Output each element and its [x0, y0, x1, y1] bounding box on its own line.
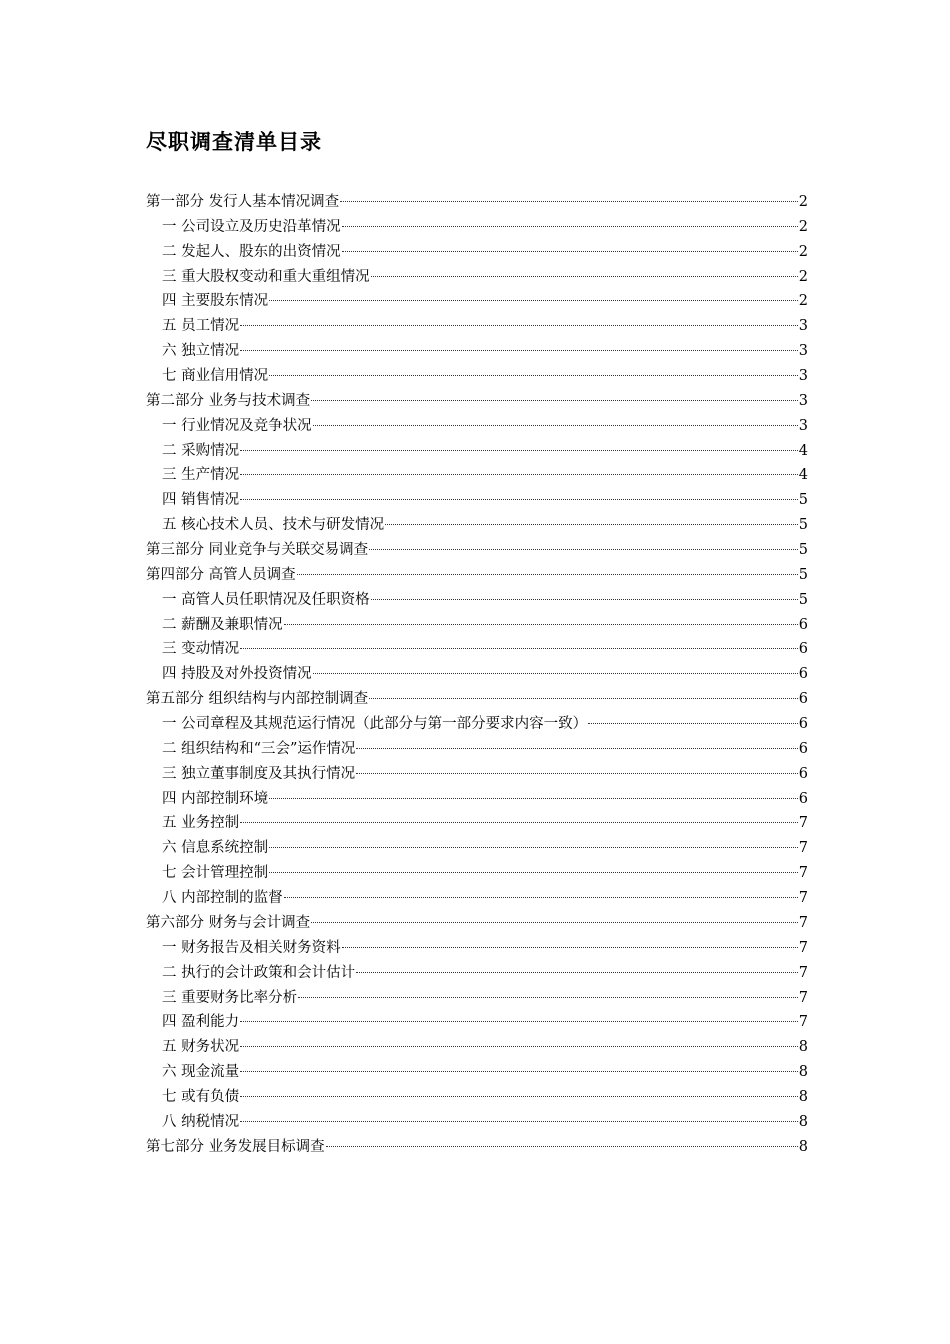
toc-page-number: 7: [798, 815, 808, 832]
toc-entry-title: 三 独立董事制度及其执行情况: [162, 765, 356, 782]
toc-section-entry[interactable]: [146, 687, 808, 712]
toc-page-number: 7: [798, 865, 808, 882]
toc-page-number: 7: [798, 890, 808, 907]
toc-page-number: 6: [798, 666, 808, 683]
toc-dot-leader: [240, 1096, 798, 1097]
toc-entry-title: 八 纳税情况: [162, 1113, 240, 1130]
toc-subsection-entry[interactable]: [146, 662, 808, 687]
toc-entry-title: 七 商业信用情况: [162, 368, 269, 385]
toc-page-number: 2: [798, 293, 808, 310]
toc-page-number: 5: [798, 542, 808, 559]
toc-entry-title: 八 内部控制的监督: [162, 890, 283, 907]
toc-page-number: 3: [798, 343, 808, 360]
toc-subsection-entry[interactable]: [146, 886, 808, 911]
toc-entry-title: 六 现金流量: [162, 1064, 240, 1081]
toc-subsection-entry[interactable]: [146, 215, 808, 240]
toc-page-number: 5: [798, 566, 808, 583]
toc-dot-leader: [269, 847, 798, 848]
toc-subsection-entry[interactable]: [146, 712, 808, 737]
toc-dot-leader: [311, 400, 798, 401]
toc-section-entry[interactable]: [146, 911, 808, 936]
page-title: 尽职调查清单目录: [146, 129, 322, 154]
toc-section-entry[interactable]: [146, 190, 808, 215]
toc-dot-leader: [371, 276, 798, 277]
toc-dot-leader: [369, 549, 798, 550]
toc-entry-title: 四 持股及对外投资情况: [162, 666, 312, 683]
toc-dot-leader: [269, 375, 798, 376]
toc-subsection-entry[interactable]: [146, 1060, 808, 1085]
toc-entry-title: 第五部分 组织结构与内部控制调查: [146, 691, 369, 708]
toc-page-number: 5: [798, 492, 808, 509]
table-of-contents: [146, 190, 808, 1160]
toc-entry-title: 四 销售情况: [162, 492, 240, 509]
toc-dot-leader: [240, 648, 798, 649]
toc-dot-leader: [269, 300, 798, 301]
toc-page-number: 5: [798, 517, 808, 534]
toc-dot-leader: [385, 524, 798, 525]
toc-page-number: 7: [798, 964, 808, 981]
toc-dot-leader: [588, 723, 798, 724]
toc-entry-title: 第二部分 业务与技术调查: [146, 392, 311, 409]
toc-section-entry[interactable]: [146, 389, 808, 414]
toc-entry-title: 五 业务控制: [162, 815, 240, 832]
toc-dot-leader: [342, 251, 798, 252]
toc-page-number: 2: [798, 194, 808, 210]
toc-page-number: 3: [798, 318, 808, 335]
toc-entry-title: 五 财务状况: [162, 1039, 240, 1056]
toc-dot-leader: [356, 748, 797, 749]
toc-dot-leader: [240, 325, 798, 326]
toc-section-entry[interactable]: [146, 538, 808, 563]
toc-entry-title: 二 发起人、股东的出资情况: [162, 243, 341, 260]
toc-section-entry[interactable]: [146, 563, 808, 588]
toc-page-number: 8: [798, 1039, 808, 1056]
toc-subsection-entry[interactable]: [146, 588, 808, 613]
toc-page-number: 6: [798, 765, 808, 782]
toc-dot-leader: [311, 922, 798, 923]
toc-subsection-entry[interactable]: [146, 936, 808, 961]
toc-entry-title: 二 薪酬及兼职情况: [162, 616, 283, 633]
toc-dot-leader: [326, 1146, 798, 1147]
toc-entry-title: 第六部分 财务与会计调查: [146, 914, 311, 931]
toc-dot-leader: [240, 1021, 798, 1022]
toc-dot-leader: [240, 822, 798, 823]
toc-dot-leader: [340, 201, 798, 202]
toc-entry-title: 五 核心技术人员、技术与研发情况: [162, 517, 385, 534]
toc-subsection-entry[interactable]: [146, 414, 808, 439]
toc-dot-leader: [240, 499, 798, 500]
toc-dot-leader: [240, 1121, 798, 1122]
toc-subsection-entry[interactable]: [146, 265, 808, 290]
toc-subsection-entry[interactable]: [146, 1035, 808, 1060]
toc-entry-title: 七 或有负债: [162, 1088, 240, 1105]
toc-dot-leader: [240, 350, 798, 351]
toc-subsection-entry[interactable]: [146, 314, 808, 339]
toc-subsection-entry[interactable]: [146, 339, 808, 364]
toc-subsection-entry[interactable]: [146, 289, 808, 314]
toc-page-number: 2: [798, 218, 808, 235]
toc-entry-title: 第三部分 同业竞争与关联交易调查: [146, 542, 369, 559]
toc-entry-title: 三 生产情况: [162, 467, 240, 484]
toc-page-number: 2: [798, 243, 808, 260]
toc-page-number: 7: [798, 939, 808, 956]
toc-entry-title: 一 高管人员任职情况及任职资格: [162, 591, 370, 608]
toc-entry-title: 六 独立情况: [162, 343, 240, 360]
toc-dot-leader: [313, 425, 798, 426]
toc-entry-title: 三 变动情况: [162, 641, 240, 658]
toc-entry-title: 七 会计管理控制: [162, 865, 269, 882]
toc-entry-title: 六 信息系统控制: [162, 840, 269, 857]
toc-page-number: 5: [798, 591, 808, 608]
toc-dot-leader: [369, 698, 798, 699]
toc-page-number: 8: [798, 1113, 808, 1130]
toc-entry-title: 一 公司章程及其规范运行情况（此部分与第一部分要求内容一致）: [162, 716, 588, 733]
toc-subsection-entry[interactable]: [146, 439, 808, 464]
toc-subsection-entry[interactable]: [146, 513, 808, 538]
toc-entry-title: 三 重大股权变动和重大重组情况: [162, 268, 370, 285]
toc-dot-leader: [284, 624, 798, 625]
toc-subsection-entry[interactable]: [146, 1085, 808, 1110]
toc-dot-leader: [240, 450, 798, 451]
toc-dot-leader: [342, 947, 798, 948]
toc-subsection-entry[interactable]: [146, 364, 808, 389]
toc-subsection-entry[interactable]: [146, 1010, 808, 1035]
toc-entry-title: 二 采购情况: [162, 442, 240, 459]
toc-dot-leader: [342, 226, 798, 227]
toc-entry-title: 二 组织结构和“三会”运作情况: [162, 740, 356, 757]
toc-page-number: 4: [798, 442, 808, 459]
toc-entry-title: 四 盈利能力: [162, 1014, 240, 1031]
toc-dot-leader: [356, 972, 798, 973]
toc-dot-leader: [313, 673, 798, 674]
toc-entry-title: 三 重要财务比率分析: [162, 989, 298, 1006]
toc-page-number: 6: [798, 641, 808, 658]
toc-page-number: 6: [798, 790, 808, 807]
toc-page-number: 8: [798, 1138, 808, 1155]
toc-subsection-entry[interactable]: [146, 861, 808, 886]
toc-entry-title: 一 公司设立及历史沿革情况: [162, 218, 341, 235]
toc-entry-title: 五 员工情况: [162, 318, 240, 335]
toc-entry-title: 第七部分 业务发展目标调查: [146, 1138, 325, 1155]
toc-dot-leader: [298, 997, 798, 998]
toc-page-number: 8: [798, 1088, 808, 1105]
toc-subsection-entry[interactable]: [146, 1110, 808, 1135]
toc-entry-title: 一 财务报告及相关财务资料: [162, 939, 341, 956]
toc-subsection-entry[interactable]: [146, 463, 808, 488]
toc-page-number: 7: [798, 1014, 808, 1031]
toc-dot-leader: [356, 773, 798, 774]
toc-subsection-entry[interactable]: [146, 637, 808, 662]
toc-page-number: 7: [798, 840, 808, 857]
toc-entry-title: 四 主要股东情况: [162, 293, 269, 310]
toc-page-number: 6: [798, 716, 808, 733]
toc-page-number: 7: [798, 914, 808, 931]
toc-dot-leader: [240, 1071, 798, 1072]
toc-subsection-entry[interactable]: [146, 762, 808, 787]
toc-page-number: 3: [798, 368, 808, 385]
toc-subsection-entry[interactable]: [146, 986, 808, 1011]
toc-entry-title: 一 行业情况及竞争状况: [162, 417, 312, 434]
toc-entry-title: 二 执行的会计政策和会计估计: [162, 964, 356, 981]
toc-subsection-entry[interactable]: [146, 961, 808, 986]
toc-subsection-entry[interactable]: [146, 787, 808, 812]
toc-page-number: 2: [798, 268, 808, 285]
toc-dot-leader: [297, 574, 798, 575]
toc-page-number: 6: [798, 740, 808, 757]
toc-subsection-entry[interactable]: [146, 836, 808, 861]
toc-entry-title: 四 内部控制环境: [162, 790, 269, 807]
toc-entry-title: 第四部分 高管人员调查: [146, 566, 296, 583]
toc-dot-leader: [371, 599, 798, 600]
toc-page-number: 4: [798, 467, 808, 484]
toc-dot-leader: [240, 474, 798, 475]
toc-page-number: 6: [798, 691, 808, 708]
toc-page-number: 6: [798, 616, 808, 633]
toc-subsection-entry[interactable]: [146, 811, 808, 836]
toc-subsection-entry[interactable]: [146, 488, 808, 513]
toc-page-number: 3: [798, 392, 808, 409]
toc-dot-leader: [269, 872, 798, 873]
toc-dot-leader: [284, 897, 798, 898]
toc-subsection-entry[interactable]: [146, 737, 808, 762]
toc-dot-leader: [269, 798, 798, 799]
toc-subsection-entry[interactable]: [146, 240, 808, 265]
toc-page-number: 3: [798, 417, 808, 434]
toc-section-entry[interactable]: [146, 1135, 808, 1160]
toc-entry-title: 第一部分 发行人基本情况调查: [146, 194, 340, 210]
toc-dot-leader: [240, 1046, 798, 1047]
toc-subsection-entry[interactable]: [146, 613, 808, 638]
toc-page-number: 8: [798, 1064, 808, 1081]
toc-page-number: 7: [798, 989, 808, 1006]
